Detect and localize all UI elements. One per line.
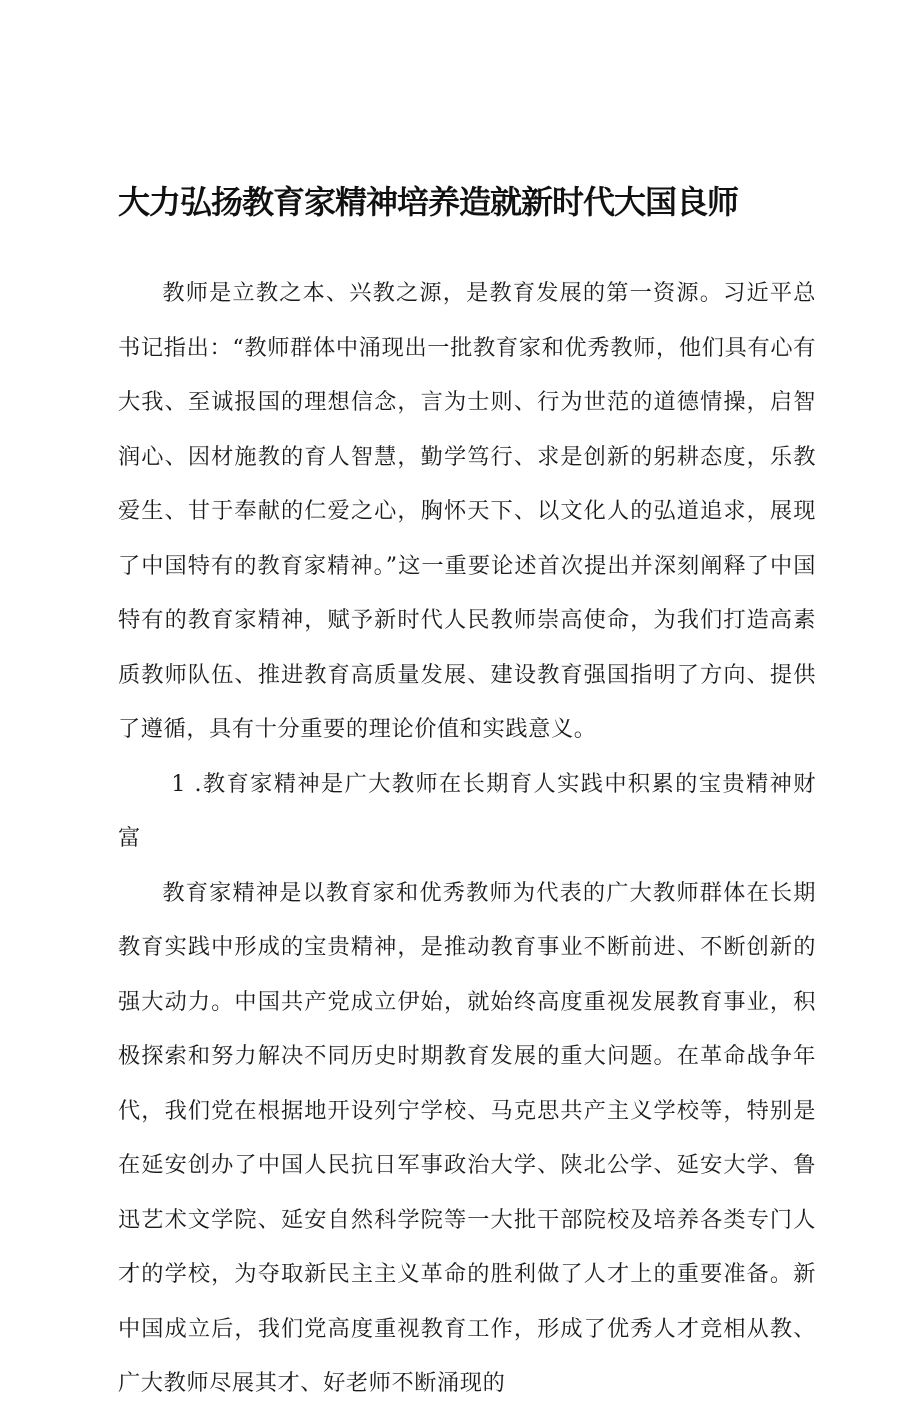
document-title: 大力弘扬教育家精神培养造就新时代大国良师 [118, 183, 739, 221]
document-body [118, 266, 816, 1411]
section-heading-1: 1 .教育家精神是广大教师在长期育人实践中积累的宝贵精神财富 [118, 770, 816, 851]
paragraph-section-1: 教育家精神是以教育家和优秀教师为代表的广大教师群体在长期教育实践中形成的宝贵精神，是推动教育事业不断前进、不断创新的强大动力。中国共产党成立伊始，就始终高度重视发展教育事业，积极探索和努力解决不同历史时期教育发展的重大问题。在革命战争年代，我们党在根据地开设列宁学校、马克思共产主义学校等，特别是在延安创办了中国人民抗日军事政治大学、陕北公学、延安大学、鲁迅艺术文学院、延安自然科学院等一大批干部院校及培养各类专门人才的学校，为夺取新民主主义革命的胜利做了人才上的重要准备。新中国成立后，我们党高度重视教育工作，形成了优秀人才竞相从教、广大教师尽展其才、好老师不断涌现的 [118, 879, 816, 1396]
paragraph-intro: 教师是立教之本、兴教之源，是教育发展的第一资源。习近平总书记指出：“教师群体中涌现出一批教育家和优秀教师，他们具有心有大我、至诚报国的理想信念，言为士则、行为世范的道德情操，启智润心、因材施教的育人智慧，勤学笃行、求是创新的躬耕态度，乐教爱生、甘于奉献的仁爱之心，胸怀天下、以文化人的弘道追求，展现了中国特有的教育家精神。”这一重要论述首次提出并深刻阐释了中国特有的教育家精神，赋予新时代人民教师崇高使命，为我们打造高素质教师队伍、推进教育高质量发展、建设教育强国指明了方向、提供了遵循，具有十分重要的理论价值和实践意义。 [118, 280, 816, 742]
